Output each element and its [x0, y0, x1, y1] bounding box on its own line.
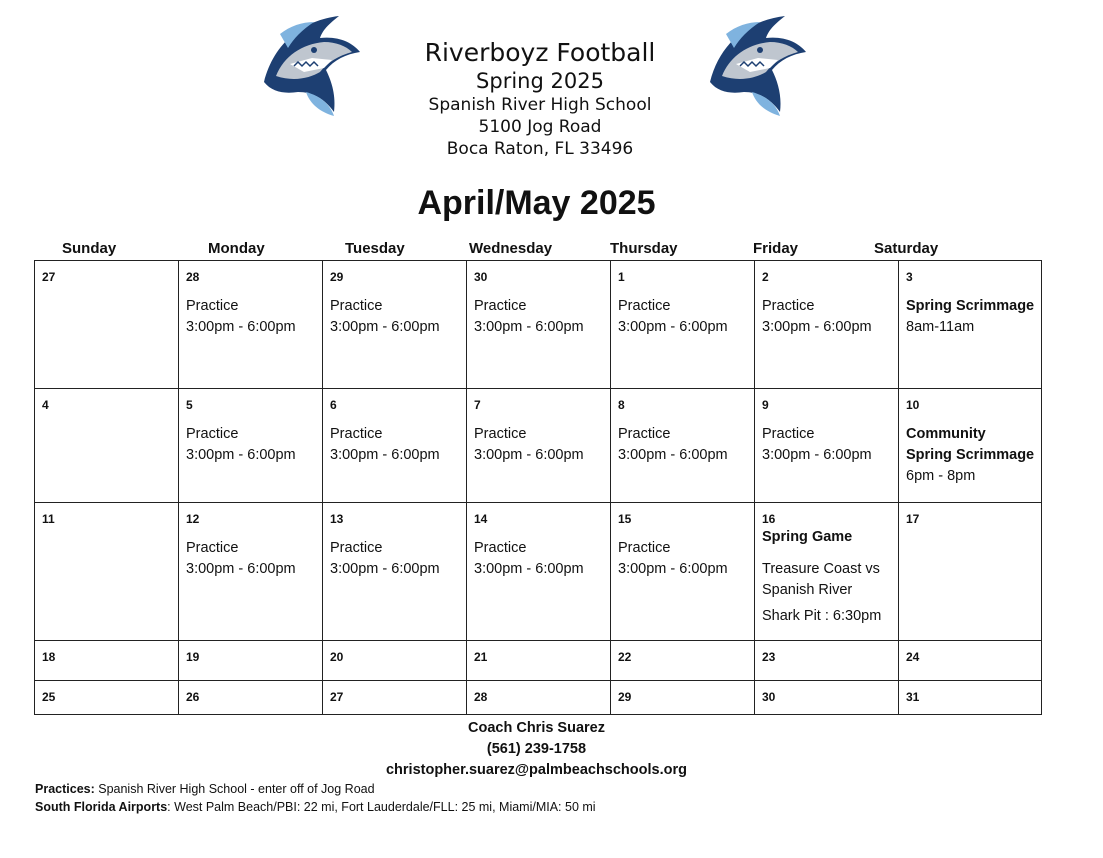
calendar-day-cell — [611, 503, 755, 641]
calendar-grid — [34, 260, 1042, 715]
day-number: 19 — [186, 650, 200, 664]
event-line: Practice — [618, 540, 671, 556]
day-number: 11 — [42, 512, 55, 526]
event-line: 8am-11am — [906, 319, 975, 335]
practices-label: Practices: — [35, 782, 95, 796]
day-number: 18 — [42, 650, 56, 664]
event-title: Community — [906, 426, 986, 442]
day-number: 27 — [42, 270, 56, 284]
event-line: 3:00pm - 6:00pm — [474, 561, 584, 577]
day-number: 1 — [618, 270, 625, 284]
weekday-header: Wednesday — [469, 240, 553, 257]
calendar-day-cell — [899, 681, 1042, 715]
calendar-day-cell — [179, 389, 323, 503]
calendar-title: April/May 2025 — [417, 184, 656, 222]
calendar-day-cell — [755, 261, 899, 389]
calendar-day-cell — [323, 681, 467, 715]
day-number: 28 — [474, 690, 488, 704]
calendar-day-cell — [899, 503, 1042, 641]
day-number: 14 — [474, 512, 488, 526]
calendar-week-row — [35, 641, 1042, 681]
day-number: 28 — [186, 270, 200, 284]
calendar-day-cell — [755, 641, 899, 681]
calendar-day-cell — [755, 681, 899, 715]
day-number: 17 — [906, 512, 920, 526]
day-number: 30 — [474, 270, 488, 284]
event-location: Shark Pit : 6:30pm — [762, 608, 882, 624]
event-line: 3:00pm - 6:00pm — [186, 319, 296, 335]
day-number: 23 — [762, 650, 776, 664]
calendar-day-cell — [35, 641, 179, 681]
day-number: 24 — [906, 650, 920, 664]
coach-email: christopher.suarez@palmbeachschools.org — [385, 762, 687, 778]
day-number: 22 — [618, 650, 632, 664]
calendar-day-cell — [35, 261, 179, 389]
day-number: 5 — [186, 398, 193, 412]
calendar-day-cell — [179, 681, 323, 715]
event-line: Practice — [474, 426, 527, 442]
weekday-header: Friday — [753, 240, 799, 257]
calendar-week-row — [35, 503, 1042, 641]
practices-note — [35, 780, 596, 798]
day-number: 3 — [906, 270, 913, 284]
event-line: 3:00pm - 6:00pm — [618, 561, 728, 577]
day-number: 6 — [330, 398, 337, 412]
event-line: 3:00pm - 6:00pm — [474, 447, 584, 463]
weekday-header: Tuesday — [345, 240, 405, 257]
event-line: 3:00pm - 6:00pm — [186, 447, 296, 463]
calendar-week-row — [35, 389, 1042, 503]
calendar-day-cell — [467, 503, 611, 641]
event-title: Spring Game — [762, 529, 853, 545]
calendar-day-cell — [35, 503, 179, 641]
event-line: 3:00pm - 6:00pm — [762, 447, 872, 463]
team-title: Riverboyz Football — [424, 38, 656, 67]
event-line: Spanish River — [762, 582, 853, 598]
calendar-week-row — [35, 261, 1042, 389]
calendar-day-cell — [611, 681, 755, 715]
event-line: Practice — [762, 298, 815, 314]
calendar-day-cell — [467, 641, 611, 681]
event-line: 3:00pm - 6:00pm — [474, 319, 584, 335]
calendar-day-cell — [179, 261, 323, 389]
event-line: Practice — [330, 426, 383, 442]
airports-label: South Florida Airports — [35, 800, 168, 814]
event-line: 3:00pm - 6:00pm — [330, 319, 440, 335]
team-header — [380, 38, 700, 160]
weekday-header: Sunday — [62, 240, 117, 257]
event-line: Practice — [618, 298, 671, 314]
day-number: 31 — [906, 690, 920, 704]
address-line-2: Boca Raton, FL 33496 — [446, 139, 634, 159]
notes-block — [35, 780, 596, 816]
day-number: 15 — [618, 512, 632, 526]
day-number: 26 — [186, 690, 200, 704]
calendar-day-cell — [899, 389, 1042, 503]
day-number: 29 — [330, 270, 344, 284]
weekday-header: Thursday — [610, 240, 678, 257]
event-line: Practice — [330, 540, 383, 556]
day-number: 7 — [474, 398, 481, 412]
school-name: Spanish River High School — [428, 95, 652, 115]
event-line: Practice — [186, 298, 239, 314]
event-title: Spring Scrimmage — [906, 298, 1035, 314]
event-line: 3:00pm - 6:00pm — [330, 561, 440, 577]
day-number: 30 — [762, 690, 776, 704]
practices-text: Spanish River High School - enter off of Jog Road — [94, 782, 375, 796]
day-number: 16 — [762, 512, 776, 526]
weekday-header: Monday — [208, 240, 265, 257]
day-number: 12 — [186, 512, 200, 526]
calendar-day-cell — [467, 389, 611, 503]
day-number: 2 — [762, 270, 769, 284]
calendar-day-cell — [323, 389, 467, 503]
day-number: 25 — [42, 690, 56, 704]
calendar-day-cell — [611, 261, 755, 389]
calendar-week-row — [35, 681, 1042, 715]
event-line: Practice — [186, 540, 239, 556]
coach-name: Coach Chris Suarez — [468, 720, 605, 736]
calendar-day-cell — [899, 261, 1042, 389]
day-number: 9 — [762, 398, 769, 412]
event-line: 3:00pm - 6:00pm — [330, 447, 440, 463]
day-number: 10 — [906, 398, 920, 412]
calendar-day-cell — [467, 261, 611, 389]
calendar-day-cell — [755, 389, 899, 503]
shark-mascot-icon — [700, 12, 812, 122]
event-line: Practice — [762, 426, 815, 442]
day-number: 20 — [330, 650, 344, 664]
contact-block — [0, 718, 1073, 781]
event-line: Practice — [474, 298, 527, 314]
airports-text: : West Palm Beach/PBI: 22 mi, Fort Lauderdale/FLL: 25 mi, Miami/MIA: 50 mi — [167, 800, 596, 814]
calendar-day-cell — [611, 389, 755, 503]
season-label: Spring 2025 — [476, 69, 604, 93]
calendar-day-cell — [35, 389, 179, 503]
calendar-day-cell — [179, 641, 323, 681]
day-number: 8 — [618, 398, 625, 412]
airports-note — [35, 798, 596, 816]
calendar-day-cell — [323, 641, 467, 681]
event-line: 3:00pm - 6:00pm — [186, 561, 296, 577]
event-line: 3:00pm - 6:00pm — [618, 319, 728, 335]
calendar-day-cell — [179, 503, 323, 641]
event-line: Practice — [186, 426, 239, 442]
day-number: 21 — [474, 650, 488, 664]
calendar-day-cell — [323, 261, 467, 389]
calendar-day-cell — [899, 641, 1042, 681]
shark-mascot-icon — [254, 12, 366, 122]
weekday-header: Saturday — [874, 240, 939, 257]
coach-phone: (561) 239-1758 — [486, 741, 587, 757]
day-number: 27 — [330, 690, 344, 704]
calendar-day-cell — [755, 503, 899, 641]
calendar-day-cell — [467, 681, 611, 715]
day-number: 4 — [42, 398, 49, 412]
event-line: 6pm - 8pm — [906, 468, 976, 484]
calendar-day-cell — [35, 681, 179, 715]
day-number: 29 — [618, 690, 632, 704]
event-title: Spring Scrimmage — [906, 447, 1035, 463]
event-line: Practice — [330, 298, 383, 314]
event-line: Practice — [474, 540, 527, 556]
event-line: Treasure Coast vs — [762, 561, 880, 577]
day-number: 13 — [330, 512, 344, 526]
calendar-day-cell — [323, 503, 467, 641]
event-line: 3:00pm - 6:00pm — [618, 447, 728, 463]
calendar-day-cell — [611, 641, 755, 681]
address-line-1: 5100 Jog Road — [478, 117, 602, 137]
event-line: Practice — [618, 426, 671, 442]
event-line: 3:00pm - 6:00pm — [762, 319, 872, 335]
